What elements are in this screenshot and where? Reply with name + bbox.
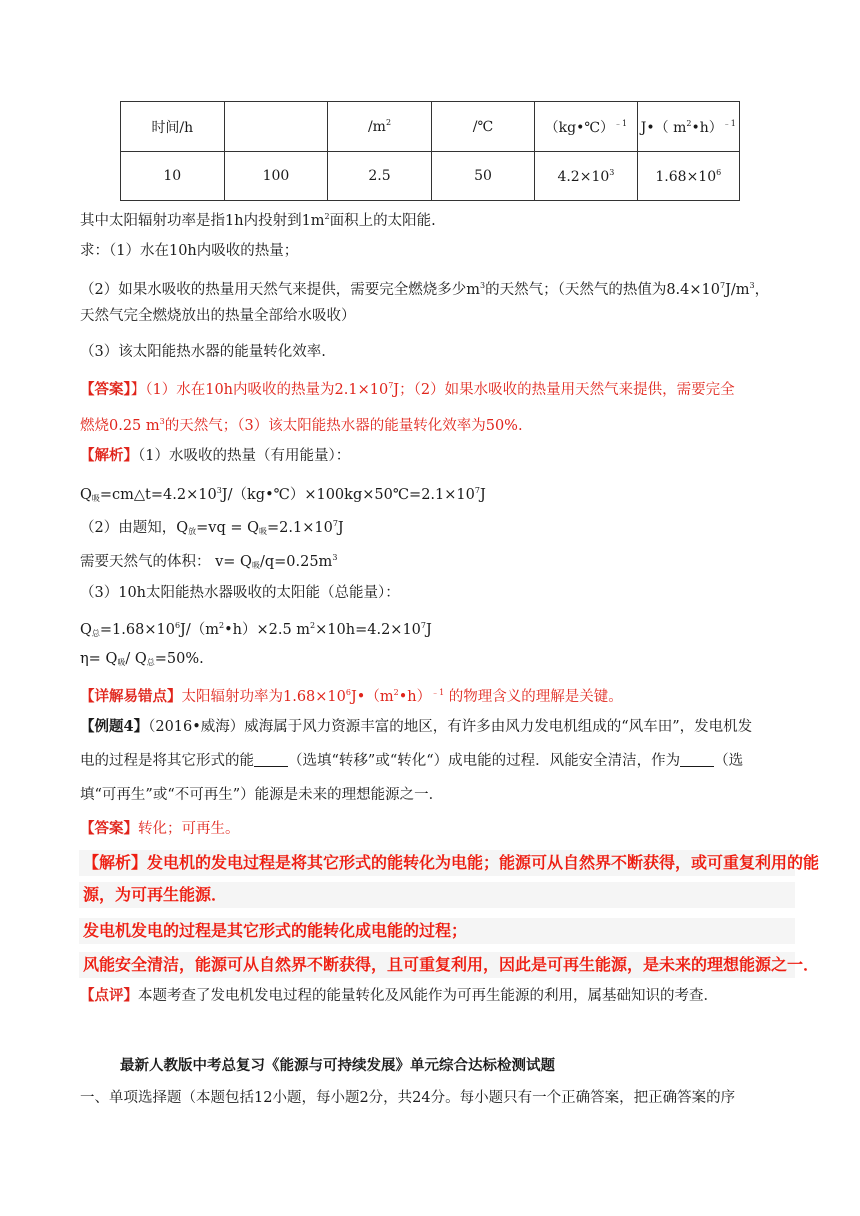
f3-b: /q=0.25m [259, 554, 333, 570]
blank-2 [680, 752, 714, 767]
note-tail: 面积上的太阳能. [329, 213, 436, 229]
value-time: 10 [163, 168, 182, 184]
f2-a: （2）由题知，Q [80, 520, 189, 536]
q2-sup-c: 3 [749, 281, 755, 290]
f5-a: Q [80, 622, 92, 638]
value-cell [224, 152, 328, 201]
answer-sup-b: 3 [159, 417, 165, 426]
f1-d: J [479, 487, 486, 503]
header-cell [328, 102, 432, 152]
formula-volume [80, 548, 800, 576]
f1-c: J/（kg•℃）×100kg×50℃=2.1×10 [221, 487, 475, 503]
value-cell [637, 152, 739, 201]
example-4-label: 【例题4】 [80, 718, 149, 735]
f1-a: Q [80, 487, 92, 503]
f4-text: （3）10h太阳能热水器吸收的太阳能（总能量）： [80, 585, 400, 601]
header-specific-heat: （kg•℃） [544, 119, 615, 136]
value-cell [431, 152, 534, 201]
analysis-text: （1）水吸收的热量（有用能量）： [138, 448, 351, 464]
q2-sup-a: 3 [479, 281, 486, 290]
answer-4-text: 转化；可再生。 [138, 821, 240, 837]
example-4-text-2a: 电的过程是将其它形式的能 [80, 753, 254, 769]
error-point-sup: 6 [345, 688, 351, 697]
example-4-line-3 [80, 785, 800, 805]
f1-sup2: 7 [474, 486, 480, 495]
value-cell [328, 152, 432, 201]
header-time: 时间/h [151, 119, 194, 136]
f3-sub: 吸 [251, 561, 260, 570]
answer-4-line [80, 819, 800, 839]
formula-total-title [80, 583, 800, 603]
error-point-b: J•（m [350, 689, 394, 705]
f5-sup: 6 [174, 621, 181, 630]
value-mass: 100 [262, 168, 290, 184]
section-1-text: 一、单项选择题（本题包括12小题，每小题2分，共24分。每小题只有一个正确答案，把正确答案的序 [80, 1090, 736, 1106]
analysis-highlight-2 [79, 882, 795, 908]
answer-4-label: 【答案】 [80, 820, 138, 837]
q2-sup-b: 7 [720, 281, 726, 290]
header-cell [121, 102, 225, 152]
q2-part-c: J/m [725, 282, 750, 298]
note-text: 其中太阳辐射功率是指1h内投射到1m [80, 213, 325, 229]
f1-sub: 吸 [91, 494, 100, 503]
f5-d: •h）×2.5 m [224, 622, 311, 638]
f6-sub2: 总 [146, 658, 155, 667]
f5-sup3: 2 [310, 621, 316, 630]
blank-1 [254, 752, 288, 767]
comment-line [80, 986, 800, 1006]
answer-text-b: J；（2）如果水吸收的热量用天然气来提供，需要完全 [393, 382, 735, 398]
example-4-text-3: 填“可再生”或“不可再生”）能源是未来的理想能源之一． [80, 787, 444, 803]
analysis-highlight-1 [79, 850, 820, 876]
highlight-text-3: 发电机发电的过程是其它形式的能转化成电能的过程； [83, 921, 468, 940]
q2-part-b: 的天然气；（天然气的热值为8.4×10 [485, 282, 720, 298]
answer-label: 【答案】 [80, 381, 131, 398]
error-point-c: •h） [398, 689, 432, 705]
error-point-label: 【详解易错点】 [80, 688, 182, 705]
analysis-highlight-3 [79, 918, 795, 944]
f6-a: η= Q [80, 651, 118, 667]
f3-sup: 3 [332, 553, 338, 562]
header-cell [637, 102, 739, 152]
analysis-label: 【解析】 [80, 447, 138, 464]
section-title [80, 1054, 800, 1075]
header-cell [431, 102, 534, 152]
error-point-sup3: ﹣1 [431, 688, 445, 697]
answer-sup-a: 7 [388, 381, 394, 390]
value-power-sup: 6 [716, 167, 722, 177]
f2-b: =vq = Q [196, 520, 260, 536]
value-temp: 50 [474, 168, 492, 184]
header-power-a: J•（ m [640, 119, 687, 136]
header-inv-sup: ﹣1 [614, 118, 628, 128]
highlight-text-1: 【解析】发电机的发电过程是将其它形式的能转化为电能；能源可从自然界不断获得，或可重复利用的能 [83, 853, 820, 872]
answer-text-d: 的天然气；（3）该太阳能热水器的能量转化效率为50%. [164, 418, 523, 434]
answer-line-2 [80, 412, 800, 436]
q2-part-a: （2）如果水吸收的热量用天然气来提供，需要完全燃烧多少m [80, 282, 480, 298]
formula-q-release [80, 514, 800, 542]
header-power-b: •h） [691, 119, 723, 136]
question-1 [80, 241, 800, 261]
f5-b: =1.68×10 [99, 622, 175, 638]
header-area: /m [367, 119, 386, 135]
header-cell [535, 102, 637, 152]
f2-c: =2.1×10 [267, 520, 333, 536]
analysis-highlight-4 [79, 952, 820, 978]
f5-e: ×10h=4.2×10 [315, 622, 421, 638]
question-2-cont [80, 306, 800, 326]
example-4-line-2 [80, 751, 800, 771]
solar-heater-table [120, 101, 740, 201]
error-point-a: 太阳辐射功率为1.68×10 [181, 689, 346, 705]
question-2 [80, 276, 800, 300]
section-1-intro [80, 1088, 800, 1108]
value-c-sup: 3 [609, 167, 615, 177]
table-header-row [121, 102, 740, 152]
f6-sub: 吸 [117, 658, 126, 667]
question-3 [80, 342, 800, 362]
f2-sup: 7 [332, 519, 338, 528]
header-power-sup: 2 [686, 118, 692, 128]
f6-b: / Q [125, 651, 147, 667]
f5-f: J [425, 622, 432, 638]
analysis-line [80, 446, 800, 466]
f2-sub2: 吸 [259, 527, 268, 536]
f5-c: J/（m [180, 622, 219, 638]
note-line [80, 207, 800, 231]
question-3-text: （3）该太阳能热水器的能量转化效率. [80, 344, 326, 360]
f2-sub: 放 [188, 527, 197, 536]
f3-a: 需要天然气的体积： v= Q [80, 554, 252, 570]
header-power-inv-sup: ﹣1 [722, 118, 736, 128]
value-cell [535, 152, 637, 201]
header-area-sup: 2 [385, 118, 392, 127]
value-cell [121, 152, 225, 201]
comment-label: 【点评】 [80, 987, 138, 1004]
error-point-sup2: 2 [393, 688, 399, 697]
f1-b: =cm△t=4.2×10 [99, 487, 217, 503]
value-power: 1.68×10 [655, 168, 717, 185]
example-4-line-1 [80, 717, 800, 737]
example-4-text-2c: （选 [714, 753, 744, 769]
answer-text-a: 】（1）水在10h内吸收的热量为2.1×10 [130, 382, 389, 398]
note-sup: 2 [324, 212, 330, 221]
f5-sup4: 7 [420, 621, 426, 630]
f2-d: J [337, 520, 344, 536]
formula-q-absorb [80, 481, 800, 509]
table-row [121, 152, 740, 201]
section-title-text: 最新人教版中考总复习《能源与可持续发展》单元综合达标检测试题 [120, 1057, 555, 1074]
formula-efficiency [80, 649, 800, 673]
comment-text: 本题考查了发电机发电过程的能量转化及风能作为可再生能源的利用，属基础知识的考查． [138, 988, 718, 1004]
error-point-d: 的物理含义的理解是关键。 [444, 689, 623, 705]
question-1-text: 求：（1）水在10h内吸收的热量； [80, 243, 299, 259]
highlight-text-4: 风能安全清洁，能源可从自然界不断获得，且可重复利用，因此是可再生能源，是未来的理想能源之一． [83, 955, 820, 974]
f5-sup2: 2 [218, 621, 225, 630]
f1-sup: 3 [216, 486, 222, 495]
f5-sub: 总 [91, 629, 100, 638]
answer-text-c: 燃烧0.25 m [80, 418, 160, 434]
value-c: 4.2×10 [557, 168, 610, 185]
value-area: 2.5 [368, 168, 391, 184]
header-temp: /℃ [472, 118, 494, 135]
formula-q-total [80, 616, 800, 644]
example-4-text-2b: （选填“转移”或“转化“）成电能的过程．风能安全清洁，作为 [288, 753, 681, 769]
q2-continuation: 天然气完全燃烧放出的热量全部给水吸收） [80, 308, 356, 324]
highlight-text-2: 源，为可再生能源． [83, 885, 228, 904]
q2-part-d: ， [754, 282, 770, 298]
header-cell [224, 102, 328, 152]
error-point-line [80, 683, 800, 707]
example-4-text-1: （2016•威海）威海属于风力资源丰富的地区，有许多由风力发电机组成的“风车田”，发电机发 [148, 719, 753, 735]
f6-c: =50%. [154, 651, 204, 667]
answer-line-1 [80, 376, 800, 400]
